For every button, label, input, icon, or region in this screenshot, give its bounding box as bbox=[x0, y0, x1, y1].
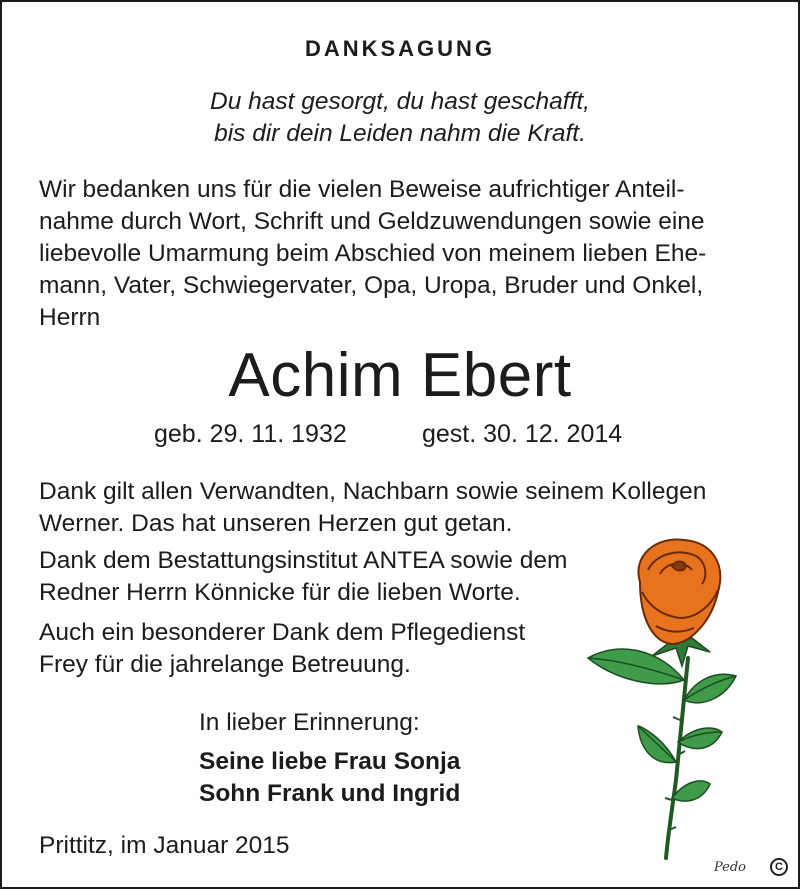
intro-line: mann, Vater, Schwiegervater, Opa, Uropa, Bruder und Onkel, bbox=[39, 272, 704, 299]
intro-paragraph bbox=[39, 174, 706, 334]
intro-line: liebevolle Umarmung beim Abschied von meinem lieben Ehe- bbox=[39, 240, 707, 267]
place-date: Prittitz, im Januar 2015 bbox=[39, 832, 290, 859]
intro-line: nahme durch Wort, Schrift und Geldzuwendungen sowie eine bbox=[39, 208, 705, 235]
heading: DANKSAGUNG bbox=[304, 36, 496, 61]
thanks-line: Auch ein besonderer Dank dem Pflegedienst bbox=[39, 619, 526, 646]
intro-line: Wir bedanken uns für die vielen Beweise aufrichtiger Anteil- bbox=[39, 176, 685, 203]
deceased-name: Achim Ebert bbox=[228, 341, 572, 410]
publisher-mark: Pedo bbox=[714, 860, 747, 875]
thanks-paragraph-2 bbox=[39, 545, 567, 609]
birth-date: geb. 29. 11. 1932 bbox=[154, 420, 347, 448]
poem-line-1: Du hast gesorgt, du hast geschafft, bbox=[210, 88, 590, 115]
thanks-line: Redner Herrn Könnicke für die lieben Worte. bbox=[39, 579, 521, 606]
signatory-1: Seine liebe Frau Sonja bbox=[199, 748, 461, 775]
intro-line: Herrn bbox=[39, 304, 101, 331]
thanks-line: Werner. Das hat unseren Herzen gut getan. bbox=[39, 510, 513, 537]
signatory-2: Sohn Frank und Ingrid bbox=[199, 780, 461, 807]
copyright-icon: C bbox=[770, 858, 788, 876]
death-date: gest. 30. 12. 2014 bbox=[422, 420, 623, 448]
rose-illustration bbox=[580, 530, 740, 860]
thanks-line: Dank dem Bestattungsinstitut ANTEA sowie dem bbox=[39, 547, 568, 574]
thanks-paragraph-3 bbox=[39, 617, 525, 681]
memory-label: In lieber Erinnerung: bbox=[199, 709, 420, 736]
thanks-line: Frey für die jahrelange Betreuung. bbox=[39, 651, 411, 678]
thanks-line: Dank gilt allen Verwandten, Nachbarn sowie seinem Kollegen bbox=[39, 478, 707, 505]
poem-line-2: bis dir dein Leiden nahm die Kraft. bbox=[214, 120, 586, 147]
